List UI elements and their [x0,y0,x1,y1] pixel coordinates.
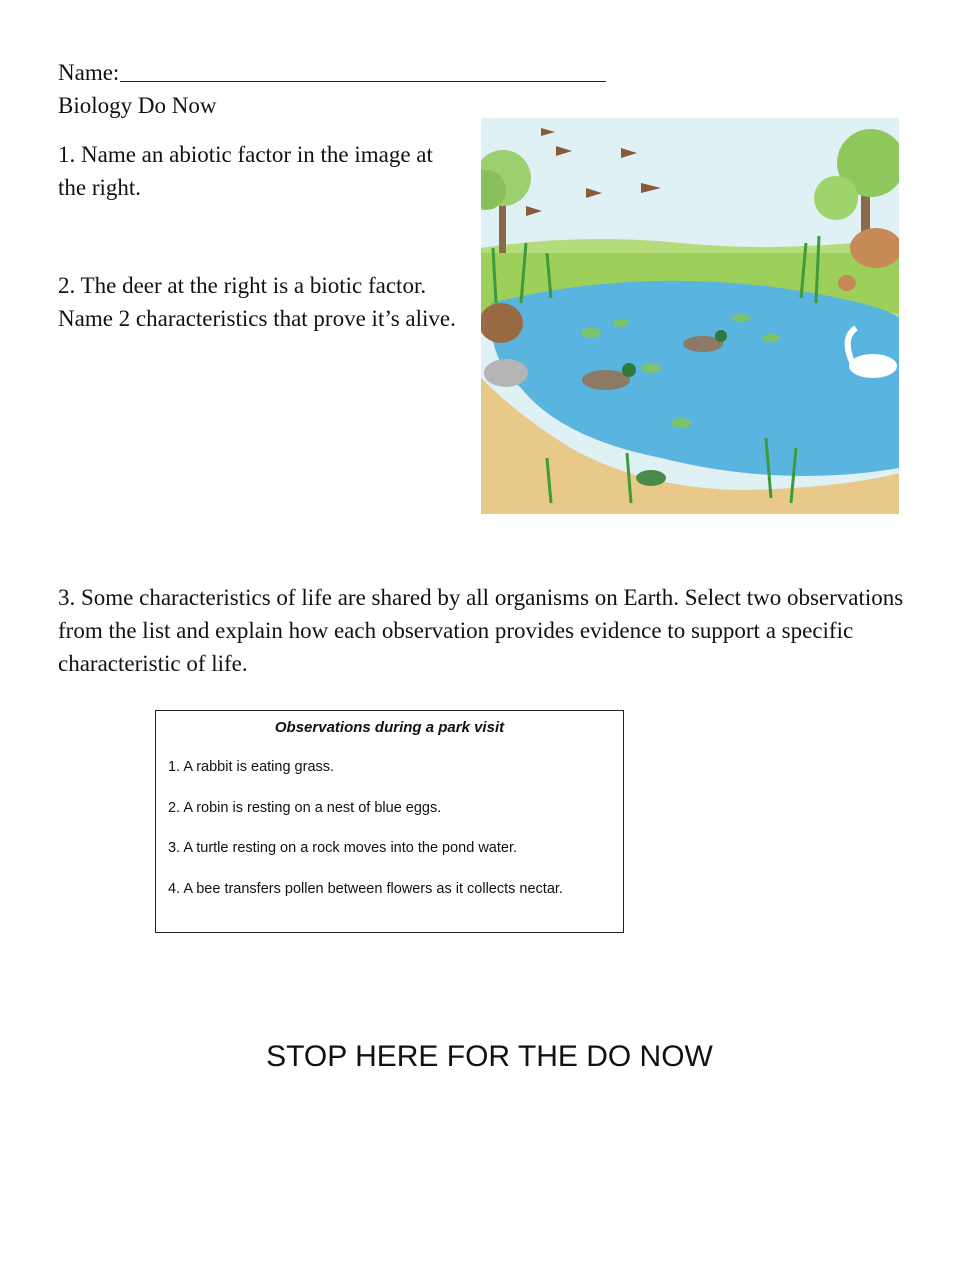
observation-item: 2. A robin is resting on a nest of blue eggs. [168,800,442,816]
observation-item: 1. A rabbit is eating grass. [168,759,335,775]
name-label: Name: [58,60,120,85]
pond-ecosystem-illustration [481,118,899,514]
question-1: 1. Name an abiotic factor in the image at the right. [58,142,433,200]
stop-instruction: STOP HERE FOR THE DO NOW [266,1040,713,1073]
document-title: Biology Do Now [58,93,217,118]
question-2: 2. The deer at the right is a biotic factor. Name 2 characteristics that prove it’s alive. [58,273,456,331]
observations-title: Observations during a park visit [274,719,505,736]
observation-item: 3. A turtle resting on a rock moves into the pond water. [168,840,518,856]
question-3: 3. Some characteristics of life are shared by all organisms on Earth. Select two observations from the list and explain how each observation provides evidence to support a specific characteristic of life. [58,585,904,676]
observation-item: 4. A bee transfers pollen between flowers as it collects nectar. [168,881,563,897]
name-blank-line[interactable] [120,57,606,82]
name-line [58,56,606,89]
observations-box [155,710,624,933]
